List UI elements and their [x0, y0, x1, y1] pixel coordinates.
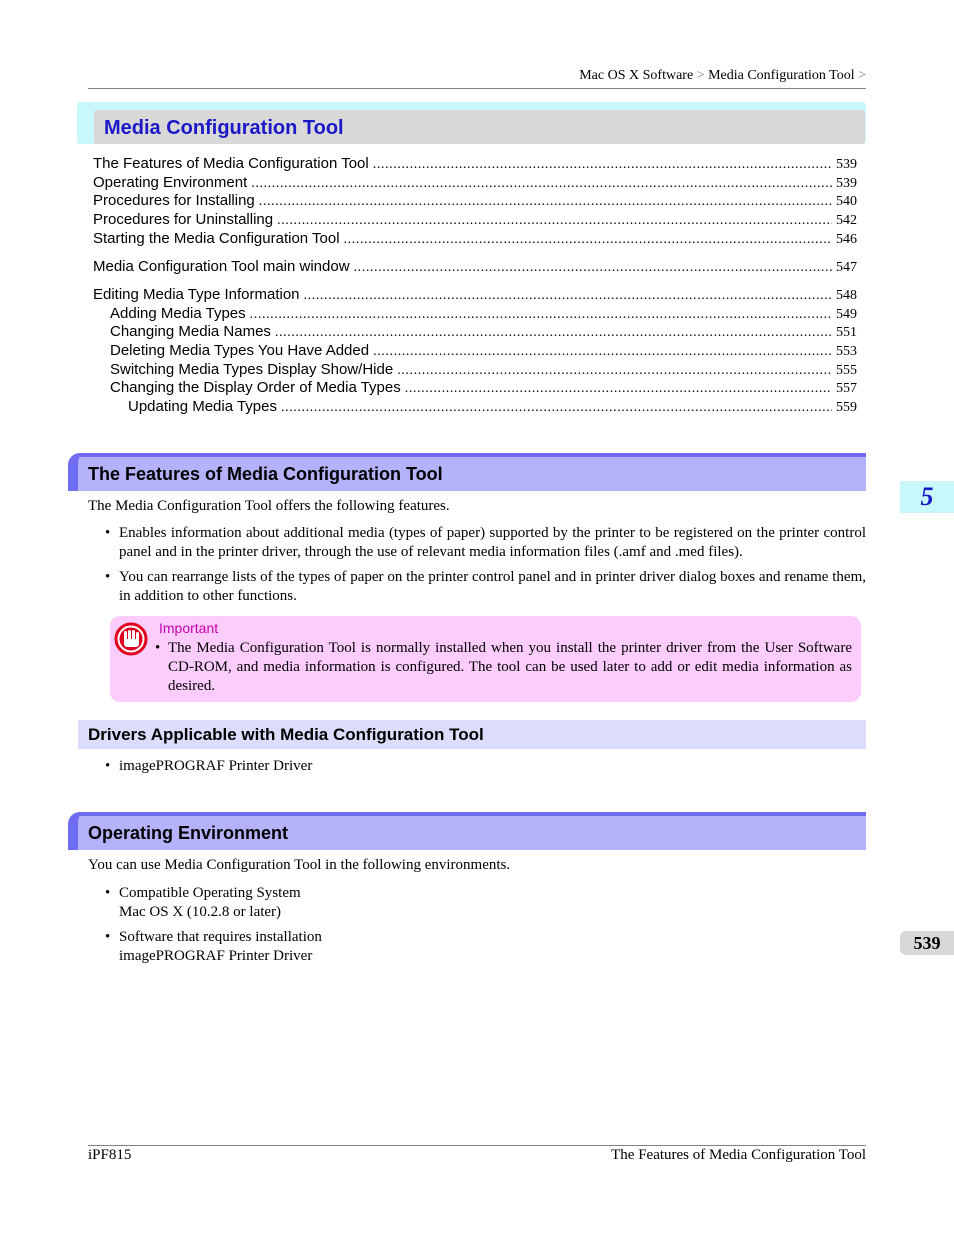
bullet-marker: •: [105, 758, 111, 774]
list-item: [105, 568, 866, 606]
env-value: Mac OS X (10.2.8 or later): [119, 904, 282, 920]
toc-leader: [397, 361, 832, 379]
toc-page: 546: [836, 232, 857, 247]
env-value: imagePROGRAF Printer Driver: [119, 948, 313, 964]
toc-leader: [251, 174, 832, 192]
toc-link[interactable]: [110, 304, 857, 323]
toc-page: 542: [836, 213, 857, 228]
toc-leader: [354, 258, 832, 276]
toc-page: 539: [836, 176, 857, 191]
list-item: [105, 928, 866, 966]
toc-leader: [373, 155, 832, 173]
operating-intro: You can use Media Configuration Tool in the following environments.: [88, 857, 511, 873]
env-label: Software that requires installation: [119, 929, 322, 945]
list-item-text: imagePROGRAF Printer Driver: [119, 758, 313, 774]
list-item: [105, 524, 866, 562]
toc-link[interactable]: [93, 257, 857, 276]
important-label: Important: [159, 620, 219, 636]
stop-hand-icon: [114, 622, 148, 656]
toc-leader: [344, 230, 832, 248]
toc-link[interactable]: [128, 397, 857, 416]
toc-title: Procedures for Installing: [93, 192, 255, 209]
toc-leader: [275, 323, 832, 341]
section-heading-features: The Features of Media Configuration Tool: [88, 464, 443, 484]
toc-link[interactable]: [93, 285, 857, 304]
section-heading-operating: Operating Environment: [88, 823, 289, 843]
toc-leader: [405, 379, 832, 397]
page-number-tab: 539: [900, 931, 954, 955]
important-note: [155, 639, 852, 696]
bullet-marker: •: [105, 569, 111, 585]
bullet-marker: •: [105, 525, 111, 541]
toc-title: Changing the Display Order of Media Types: [110, 379, 401, 396]
toc-page: 555: [836, 363, 857, 378]
breadcrumb-section: Mac OS X Software: [579, 68, 694, 83]
toc-title: The Features of Media Configuration Tool: [93, 155, 369, 172]
footer-model: iPF815: [88, 1147, 132, 1163]
breadcrumb-separator: >: [858, 68, 866, 83]
list-item: [105, 884, 866, 922]
toc-page: 548: [836, 288, 857, 303]
toc-link[interactable]: [93, 229, 857, 248]
toc-page: 557: [836, 381, 857, 396]
features-intro: The Media Configuration Tool offers the following features.: [88, 498, 450, 514]
toc-link[interactable]: [110, 360, 857, 379]
toc-title: Media Configuration Tool main window: [93, 258, 350, 275]
toc-link[interactable]: [110, 341, 857, 360]
subsection-heading-drivers: Drivers Applicable with Media Configuration Tool: [88, 725, 484, 744]
toc-page: 539: [836, 157, 857, 172]
toc-title: Procedures for Uninstalling: [93, 211, 274, 228]
toc-leader: [281, 398, 832, 416]
list-item-text: [119, 928, 866, 966]
bullet-marker: •: [105, 929, 111, 945]
bullet-marker: •: [155, 640, 161, 656]
toc-title: Starting the Media Configuration Tool: [93, 230, 340, 247]
list-item-text: [119, 884, 866, 922]
toc-leader: [373, 342, 832, 360]
toc-link[interactable]: [110, 322, 857, 341]
env-label: Compatible Operating System: [119, 885, 301, 901]
toc-page: 551: [836, 325, 857, 340]
toc-title: Adding Media Types: [110, 305, 246, 322]
toc-link[interactable]: [93, 210, 857, 229]
toc-page: 549: [836, 307, 857, 322]
footer-section-title: The Features of Media Configuration Tool: [611, 1147, 866, 1163]
toc-leader: [250, 305, 832, 323]
toc-title: Switching Media Types Display Show/Hide: [110, 361, 394, 378]
toc-leader: [304, 286, 832, 304]
toc-title: Operating Environment: [93, 174, 248, 191]
toc-page: 540: [836, 194, 857, 209]
chapter-title: Media Configuration Tool: [104, 117, 344, 139]
toc-title: Deleting Media Types You Have Added: [110, 342, 370, 359]
toc-link[interactable]: [110, 378, 857, 397]
toc-leader: [277, 211, 832, 229]
toc-link[interactable]: [93, 191, 857, 210]
toc-link[interactable]: [93, 173, 857, 192]
important-note-text: The Media Configuration Tool is normally installed when you install the printer driver from the User Software CD-ROM, and media information is configured. The tool can be used later to add or edit media information as desired.: [168, 640, 852, 694]
chapter-number-tab[interactable]: 5: [900, 481, 954, 513]
bullet-marker: •: [105, 885, 111, 901]
list-item-text: Enables information about additional media (types of paper) supported by the printer to be registered on the printer control panel and in the printer driver, through the use of relevant media information files (.amf and .med files).: [119, 525, 866, 560]
toc-title: Updating Media Types: [128, 398, 277, 415]
breadcrumb-page: Media Configuration Tool: [708, 68, 855, 83]
toc-link[interactable]: [93, 154, 857, 173]
list-item-text: You can rearrange lists of the types of paper on the printer control panel and in printer driver dialog boxes and rename them, in addition to other functions.: [119, 569, 866, 604]
toc-page: 553: [836, 344, 857, 359]
running-header: [88, 66, 866, 89]
toc-leader: [259, 192, 832, 210]
toc-title: Editing Media Type Information: [93, 286, 300, 303]
list-item: [105, 757, 866, 776]
breadcrumb-separator: >: [696, 68, 705, 83]
toc-page: 547: [836, 260, 857, 275]
toc-page: 559: [836, 400, 857, 415]
toc-title: Changing Media Names: [110, 323, 271, 340]
